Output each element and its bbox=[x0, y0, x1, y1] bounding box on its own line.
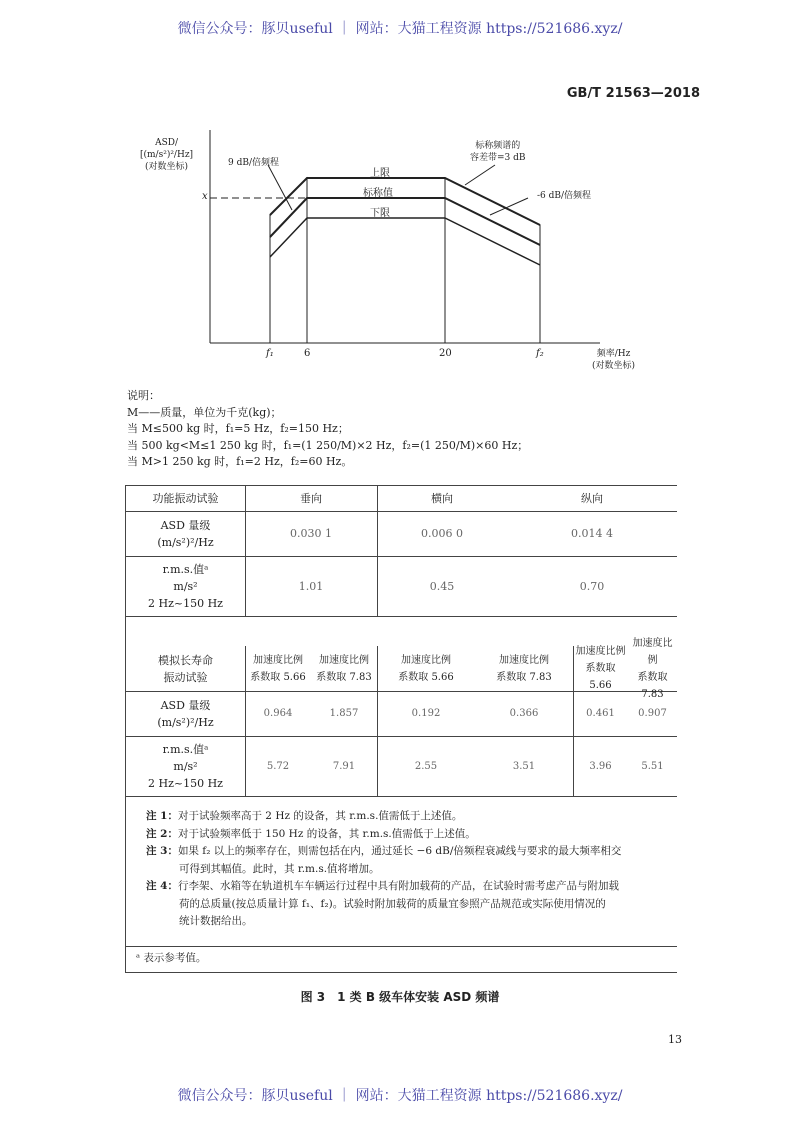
coef-line: 系数取 7.83 bbox=[496, 671, 552, 683]
asd-lateral: 0.006 0 bbox=[421, 527, 463, 540]
figure-caption: 图 3 1 类 B 级车体安装 ASD 频谱 bbox=[300, 990, 500, 1004]
f2-boundary bbox=[445, 178, 540, 343]
legend-line: 当 M>1 250 kg 时，f₁=2 Hz，f₂=60 Hz。 bbox=[127, 455, 353, 468]
slope-up-label: 9 dB/倍频程 bbox=[228, 158, 279, 168]
asd-value: 1.857 bbox=[329, 708, 359, 719]
tolerance-line: 容差带=3 dB bbox=[470, 153, 526, 163]
rms-longitudinal: 0.70 bbox=[579, 579, 605, 593]
note-1 bbox=[146, 808, 666, 826]
rms-value: 5.51 bbox=[641, 760, 664, 772]
y-tick-x: x bbox=[202, 191, 208, 202]
coef-line: 系数取 5.66 bbox=[250, 671, 306, 683]
coef-line: 加速度比例 bbox=[632, 637, 673, 666]
label-line: m/s² bbox=[173, 579, 198, 593]
watermark-bottom: 微信公众号：豚贝useful ｜ 网站：大猫工程资源 https://521686.xyz/ bbox=[177, 1088, 623, 1104]
tolerance-arrow bbox=[465, 165, 495, 185]
coefficient-header bbox=[245, 646, 311, 691]
coef-line: 加速度比例 bbox=[499, 654, 549, 666]
note-2 bbox=[146, 826, 666, 844]
note-4 bbox=[146, 878, 666, 896]
asd-value: 0.192 bbox=[411, 708, 441, 719]
label-line: ASD 量级 bbox=[160, 518, 211, 532]
asd-label-2 bbox=[126, 691, 245, 736]
note-tag: 注 2： bbox=[146, 827, 178, 840]
nominal-label: 标称值 bbox=[363, 188, 393, 199]
coef-line: 系数取 7.83 bbox=[637, 671, 668, 700]
rms-value: 2.55 bbox=[414, 760, 438, 772]
x-tick-f1: f₁ bbox=[266, 348, 274, 359]
asd-value: 0.366 bbox=[509, 708, 539, 719]
header-vertical: 垂向 bbox=[300, 492, 322, 505]
header-longitudinal: 纵向 bbox=[581, 492, 603, 505]
asd-spectrum-figure bbox=[0, 120, 800, 380]
label-line: ASD 量级 bbox=[160, 698, 211, 712]
asd-longitudinal: 0.014 4 bbox=[571, 527, 613, 540]
note-text: 对于试验频率低于 150 Hz 的设备，其 r.m.s.值需低于上述值。 bbox=[177, 827, 476, 840]
rms-value: 3.51 bbox=[512, 760, 536, 772]
note-text: 统计数据给出。 bbox=[179, 915, 253, 927]
slope-up-arrow bbox=[268, 165, 292, 210]
legend-title: 说明： bbox=[127, 389, 160, 402]
rms-lateral: 0.45 bbox=[429, 579, 455, 593]
standard-number: GB/T 21563—2018 bbox=[566, 86, 700, 101]
rms-vertical: 1.01 bbox=[298, 579, 324, 593]
legend-line: M——质量，单位为千克(kg)； bbox=[127, 405, 282, 419]
label-line: 2 Hz~150 Hz bbox=[148, 776, 223, 790]
watermark-top: 微信公众号：豚贝useful ｜ 网站：大猫工程资源 https://521686.xyz/ bbox=[177, 21, 623, 37]
rms-label-2 bbox=[126, 736, 245, 796]
asd-value: 0.461 bbox=[586, 708, 615, 719]
slope-down-arrow bbox=[490, 198, 528, 215]
y-label-line: [(m/s²)²/Hz] bbox=[140, 150, 194, 160]
asd-vertical: 0.030 1 bbox=[290, 527, 332, 540]
asd-label bbox=[126, 511, 245, 556]
x-label-line: 频率/Hz bbox=[596, 349, 631, 359]
coefficient-header bbox=[475, 646, 573, 691]
rms-value: 7.91 bbox=[332, 760, 356, 772]
label-line: m/s² bbox=[173, 759, 198, 773]
upper-limit-label: 上限 bbox=[370, 168, 390, 179]
note-tag: 注 3： bbox=[146, 845, 178, 857]
asd-value: 0.964 bbox=[263, 708, 293, 719]
legend-line: 当 M≤500 kg 时，f₁=5 Hz，f₂=150 Hz； bbox=[127, 422, 349, 435]
note-tag: 注 4： bbox=[146, 880, 178, 892]
label-line: 振动试验 bbox=[163, 670, 208, 684]
x-label-line: (对数坐标) bbox=[592, 361, 636, 371]
x-tick-f2: f₂ bbox=[536, 348, 544, 359]
label-line: r.m.s.值ᵃ bbox=[162, 742, 209, 756]
note-text: 可得到其幅值。此时，其 r.m.s.值将增加。 bbox=[179, 862, 380, 875]
y-label-line: ASD/ bbox=[155, 138, 178, 148]
legend-line: 当 500 kg<M≤1 250 kg 时，f₁=(1 250/M)×2 Hz，f₂=(1 250/M)×60 Hz； bbox=[127, 438, 529, 452]
asd-table bbox=[125, 485, 677, 973]
note-tag: 注 1： bbox=[146, 810, 178, 822]
asd-value: 0.907 bbox=[638, 708, 667, 719]
tolerance-label bbox=[470, 140, 526, 164]
coef-line: 系数取 7.83 bbox=[316, 671, 372, 683]
x-tick-20: 20 bbox=[439, 348, 452, 359]
header-lateral: 横向 bbox=[431, 492, 453, 505]
note-text: 荷的总质量(按总质量计算 f₁、f₂)。试验时附加载荷的质量宜参照产品规范或实际使用情况的 bbox=[179, 897, 606, 910]
coef-line: 加速度比例 bbox=[253, 654, 303, 666]
slope-down-label: -6 dB/倍频程 bbox=[537, 191, 592, 201]
coefficient-header bbox=[573, 646, 628, 691]
y-axis-label bbox=[140, 137, 193, 173]
coefficient-header bbox=[377, 646, 475, 691]
x-axis-label bbox=[592, 348, 635, 372]
life-test-label bbox=[126, 646, 245, 691]
coef-line: 系数取 5.66 bbox=[585, 663, 616, 691]
coef-line: 加速度比例 bbox=[319, 654, 369, 666]
coef-line: 加速度比例 bbox=[401, 654, 451, 666]
legend bbox=[127, 388, 528, 471]
label-line: (m/s²)²/Hz bbox=[157, 715, 214, 729]
note-text: 如果 f₂ 以上的频率存在，则需包括在内，通过延长 −6 dB/倍频程衰减线与要求的最大频率相交 bbox=[177, 845, 622, 857]
note-3 bbox=[146, 843, 666, 861]
coefficient-header bbox=[628, 637, 677, 700]
note-text: 对于试验频率高于 2 Hz 的设备，其 r.m.s.值需低于上述值。 bbox=[177, 810, 463, 822]
rms-value: 5.72 bbox=[266, 760, 290, 772]
rms-label bbox=[126, 556, 245, 616]
coef-line: 加速度比例 bbox=[575, 646, 626, 657]
lower-limit-label: 下限 bbox=[370, 208, 390, 219]
label-line: (m/s²)²/Hz bbox=[157, 535, 214, 549]
note-text: 行李架、水箱等在轨道机车车辆运行过程中具有附加载荷的产品，在试验时需考虑产品与附加载 bbox=[177, 880, 619, 892]
header-functional-test: 功能振动试验 bbox=[152, 492, 219, 505]
rms-value: 3.96 bbox=[589, 760, 612, 772]
notes bbox=[146, 808, 666, 931]
footnote: ᵃ 表示参考值。 bbox=[136, 952, 207, 964]
page-number: 13 bbox=[668, 1033, 682, 1046]
label-line: r.m.s.值ᵃ bbox=[162, 562, 209, 576]
x-tick-6: 6 bbox=[304, 348, 311, 359]
tolerance-line: 标称频谱的 bbox=[475, 141, 521, 151]
label-line: 2 Hz~150 Hz bbox=[148, 596, 223, 610]
y-label-line: (对数坐标) bbox=[145, 162, 189, 172]
coefficient-header bbox=[311, 646, 377, 691]
coef-line: 系数取 5.66 bbox=[398, 671, 454, 683]
label-line: 模拟长寿命 bbox=[158, 653, 213, 667]
